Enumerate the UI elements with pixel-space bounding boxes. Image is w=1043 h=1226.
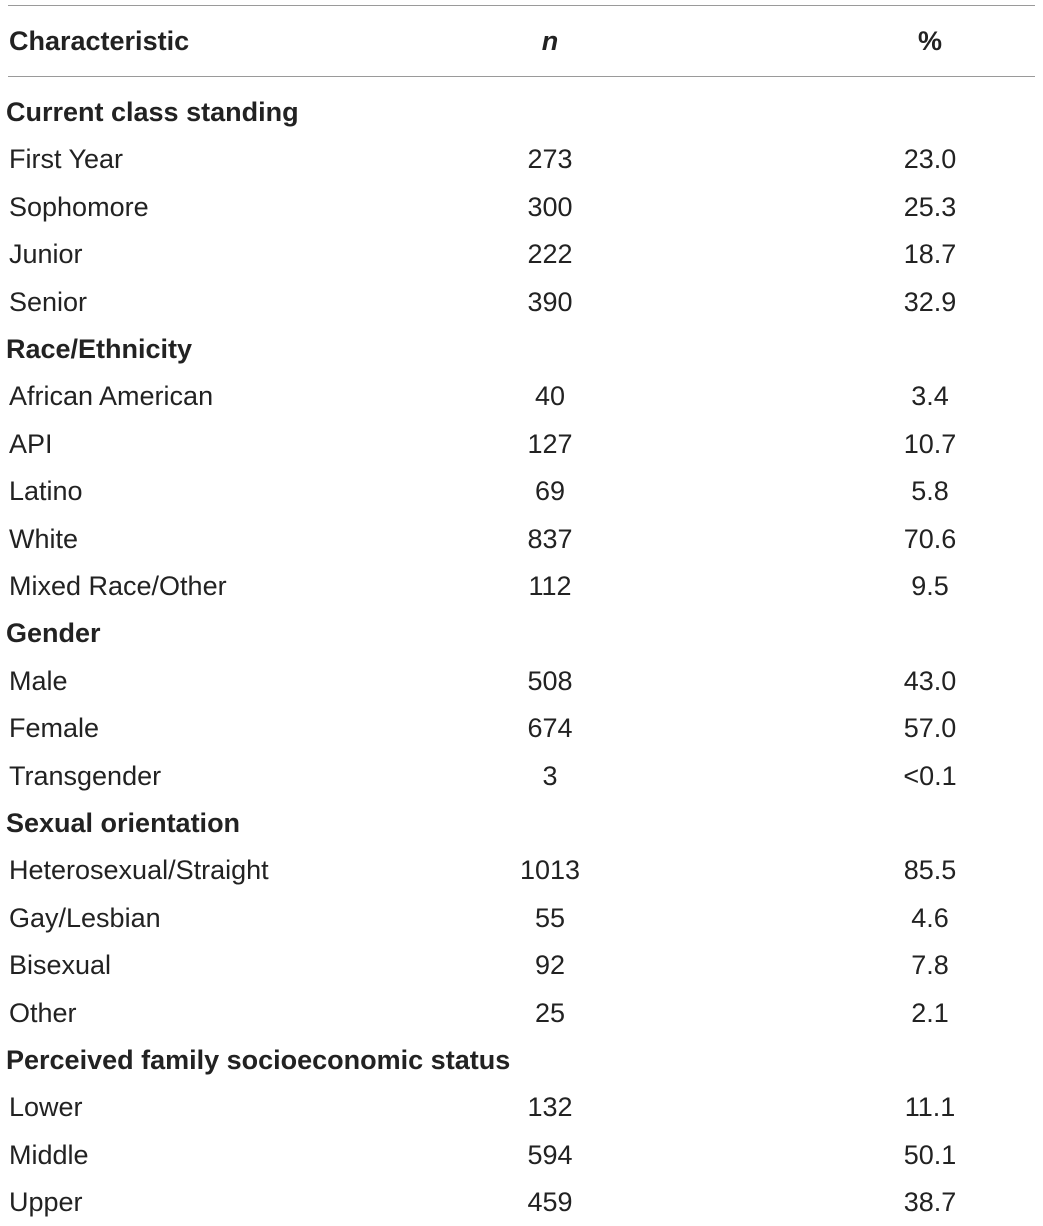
table-row	[0, 894, 1043, 942]
table-row	[0, 704, 1043, 752]
row-n: 508	[527, 665, 573, 696]
row-label: Male	[9, 665, 68, 696]
row-percent: 3.4	[911, 381, 949, 412]
table-row	[0, 183, 1043, 231]
section-title: Current class standing	[6, 97, 299, 127]
row-label: Gay/Lesbian	[9, 902, 161, 933]
row-label: Upper	[9, 1187, 83, 1218]
table-row	[0, 1131, 1043, 1179]
row-percent: 9.5	[911, 571, 949, 601]
section-title: Sexual orientation	[6, 808, 241, 838]
section-heading	[0, 609, 1043, 657]
row-label: Heterosexual/Straight	[9, 855, 269, 886]
row-label: First Year	[9, 144, 124, 175]
row-n: 132	[527, 1092, 573, 1123]
row-percent: 5.8	[911, 476, 949, 507]
row-n: 3	[542, 760, 558, 791]
section-heading	[0, 325, 1043, 373]
row-percent: 10.7	[903, 428, 957, 459]
row-percent: 25.3	[903, 191, 957, 222]
header-characteristic: Characteristic	[9, 26, 190, 56]
row-label: Junior	[9, 239, 83, 270]
section-heading	[0, 799, 1043, 847]
row-percent: 43.0	[903, 665, 957, 696]
row-label: African American	[9, 381, 214, 412]
table-row	[0, 515, 1043, 563]
row-percent: 57.0	[903, 713, 957, 744]
section-title: Gender	[6, 618, 101, 649]
row-percent: <0.1	[903, 760, 957, 791]
table-row	[0, 1178, 1043, 1226]
row-n: 92	[534, 950, 566, 981]
row-n: 390	[527, 286, 573, 317]
section-heading	[0, 88, 1043, 136]
table-row	[0, 941, 1043, 989]
row-percent: 50.1	[903, 1139, 957, 1170]
row-label: Middle	[9, 1139, 89, 1170]
header-percent: %	[917, 26, 942, 56]
table-row	[0, 657, 1043, 705]
table-row	[0, 135, 1043, 183]
table-top-rule	[8, 5, 1035, 6]
row-label: Other	[9, 997, 77, 1028]
table-row	[0, 278, 1043, 326]
row-label: Mixed Race/Other	[9, 571, 227, 601]
table-row	[0, 420, 1043, 468]
row-n: 25	[534, 997, 566, 1028]
header-n: n	[541, 26, 559, 56]
row-percent: 11.1	[904, 1092, 956, 1123]
row-label: Latino	[9, 476, 83, 507]
table-row	[0, 467, 1043, 515]
row-label: Bisexual	[9, 950, 112, 981]
row-percent: 70.6	[903, 523, 957, 554]
section-heading	[0, 1036, 1043, 1084]
row-percent: 7.8	[911, 950, 949, 981]
row-n: 222	[527, 239, 573, 270]
table-header-rule	[8, 76, 1035, 77]
row-percent: 2.1	[911, 997, 949, 1028]
table-row	[0, 230, 1043, 278]
table-header	[0, 17, 1043, 65]
row-label: White	[9, 523, 79, 554]
table-row	[0, 846, 1043, 894]
row-label: Lower	[9, 1092, 83, 1123]
row-percent: 18.7	[903, 239, 957, 270]
row-label: API	[9, 428, 53, 459]
row-n: 112	[528, 571, 572, 601]
table-row	[0, 372, 1043, 420]
row-percent: 38.7	[903, 1187, 957, 1218]
row-percent: 85.5	[903, 855, 957, 886]
section-title: Perceived family socioeconomic status	[6, 1045, 511, 1075]
table-row	[0, 1083, 1043, 1131]
row-percent: 4.6	[911, 902, 949, 933]
table-row	[0, 989, 1043, 1037]
row-label: Sophomore	[9, 191, 149, 222]
row-n: 594	[527, 1139, 573, 1170]
table-row	[0, 752, 1043, 800]
row-n: 1013	[519, 855, 581, 886]
row-n: 273	[527, 144, 573, 175]
row-percent: 23.0	[903, 144, 957, 175]
section-title: Race/Ethnicity	[6, 334, 193, 364]
table-row	[0, 562, 1043, 610]
row-n: 674	[527, 713, 573, 744]
row-label: Female	[9, 713, 100, 744]
row-n: 459	[527, 1187, 573, 1218]
row-n: 69	[534, 476, 566, 507]
row-percent: 32.9	[903, 286, 957, 317]
row-n: 55	[534, 902, 566, 933]
row-n: 837	[527, 523, 573, 554]
row-n: 40	[534, 381, 566, 412]
row-n: 127	[527, 428, 573, 459]
row-label: Senior	[9, 286, 88, 317]
row-n: 300	[527, 191, 573, 222]
row-label: Transgender	[9, 760, 162, 791]
